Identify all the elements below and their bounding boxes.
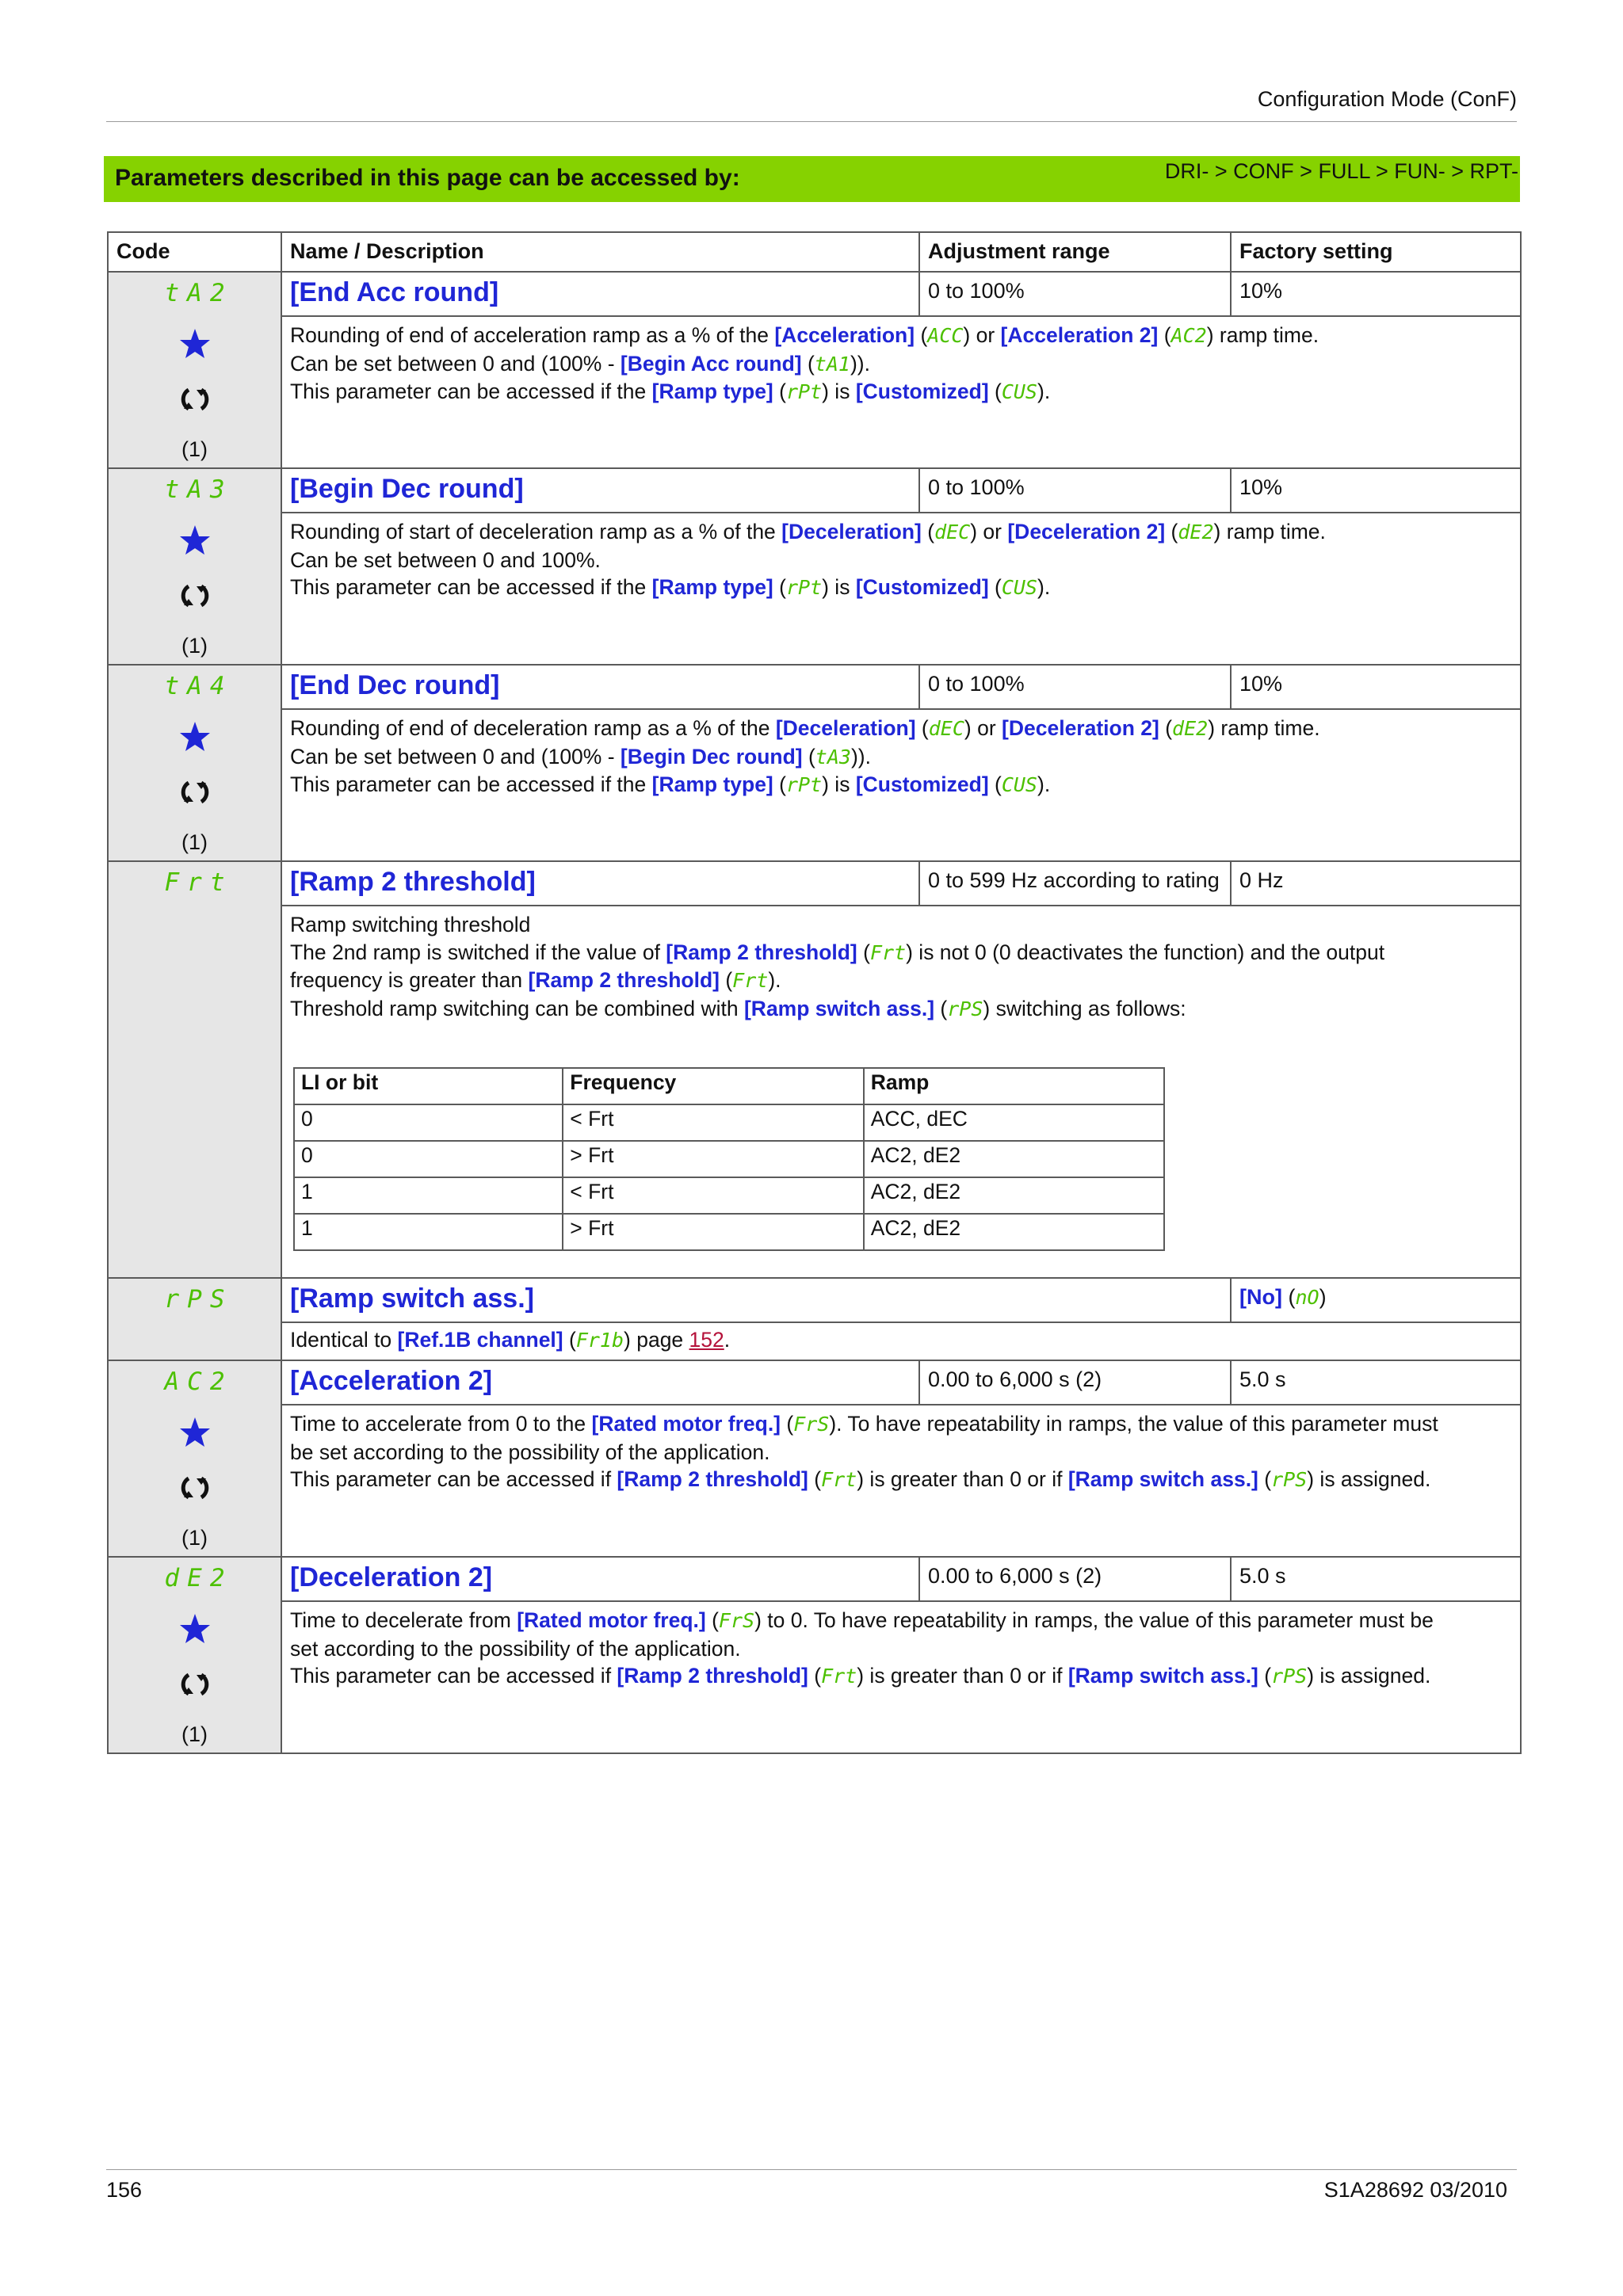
param-link: [Ramp type] xyxy=(651,575,773,599)
param-link: [Ramp switch ass.] xyxy=(1067,1664,1258,1688)
subtable-cell: AC2, dE2 xyxy=(864,1177,1164,1214)
param-link: [Acceleration 2] xyxy=(1000,323,1159,347)
table-row-desc xyxy=(108,906,1521,1278)
param-name-cell xyxy=(281,861,919,906)
param-name-cell xyxy=(281,272,919,316)
subtable-cell: 0 xyxy=(294,1141,563,1177)
param-description: Time to accelerate from 0 to the [Rated motor freq.] (FrS). To have repeatability in ramps, the value of this parameter must be set according to the possibility of the application. This parameter can be accessed if [Ramp 2 threshold] (Frt) is greater than 0 or if [Ramp switch ass.] (rPS) is assigned. xyxy=(281,1405,1521,1557)
param-link: [Customized] xyxy=(855,772,989,796)
subtable-row xyxy=(294,1214,1164,1250)
param-description: Ramp switching threshold The 2nd ramp is switched if the value of [Ramp 2 threshold] (Frt) is not 0 (0 deactivates the function) and the output frequency is greater than [Ramp 2 threshold] (Frt). Threshold ramp switching can be combined with [Ramp switch ass.] (rPS) switching as follows: LI or bit Frequency Ramp 0 < Frt ACC, dEC 0 > Frt AC2, dE2 1 < Frt AC2, dE2 1 > Frt AC2, dE2 xyxy=(281,906,1521,1278)
param-name: [Deceleration 2] xyxy=(290,1562,493,1592)
param-code: Frt xyxy=(164,868,233,897)
subtable-cell: 0 xyxy=(294,1104,563,1141)
param-name: [Begin Dec round] xyxy=(290,474,524,504)
factory-setting: 10% xyxy=(1231,665,1521,709)
running-change-icon xyxy=(109,383,281,423)
subtable-header-row xyxy=(294,1068,1164,1104)
page-link[interactable]: 152 xyxy=(689,1328,724,1352)
menu-path: DRI- > CONF > FULL > FUN- > RPT- xyxy=(1164,159,1518,183)
code-cell xyxy=(108,861,281,1278)
param-link: [Rated motor freq.] xyxy=(591,1412,781,1436)
subtable-header: Frequency xyxy=(563,1068,863,1104)
param-link: [Deceleration 2] xyxy=(1002,716,1159,740)
note-ref: (1) xyxy=(181,1722,208,1746)
star-icon xyxy=(109,721,281,762)
param-name-cell xyxy=(281,1360,919,1405)
code-cell xyxy=(108,1278,281,1360)
adjustment-range: 0.00 to 6,000 s (2) xyxy=(919,1360,1231,1405)
param-name: [Ramp 2 threshold] xyxy=(290,867,536,897)
param-link: [Ref.1B channel] xyxy=(397,1328,563,1352)
code-cell xyxy=(108,272,281,468)
star-icon xyxy=(109,1417,281,1458)
parameter-table xyxy=(107,231,1522,1754)
factory-setting: 5.0 s xyxy=(1231,1557,1521,1601)
param-name: [Ramp switch ass.] xyxy=(290,1283,534,1314)
adjustment-range: 0 to 100% xyxy=(919,468,1231,513)
param-name: [Acceleration 2] xyxy=(290,1366,493,1396)
col-header-code: Code xyxy=(108,232,281,272)
running-change-icon xyxy=(109,776,281,816)
subtable-header: Ramp xyxy=(864,1068,1164,1104)
header-divider xyxy=(106,121,1517,122)
adjustment-range: 0 to 599 Hz according to rating xyxy=(919,861,1231,906)
table-row xyxy=(108,272,1521,316)
param-link: [Customized] xyxy=(855,379,989,403)
param-link: [Ramp switch ass.] xyxy=(743,996,935,1020)
subtable-cell: 1 xyxy=(294,1177,563,1214)
param-description: Identical to [Ref.1B channel] (Fr1b) page 152. xyxy=(281,1322,1521,1360)
param-link: [Ramp switch ass.] xyxy=(1067,1467,1258,1491)
subtable-row xyxy=(294,1104,1164,1141)
param-description: Rounding of end of deceleration ramp as a % of the [Deceleration] (dEC) or [Deceleration 2] (dE2) ramp time. Can be set between 0 and (100% - [Begin Dec round] (tA3)). This parameter can be accessed if the [Ramp type] (rPt) is [Customized] (CUS). xyxy=(281,709,1521,861)
adjustment-range: 0 to 100% xyxy=(919,272,1231,316)
code-cell xyxy=(108,1360,281,1557)
code-cell xyxy=(108,468,281,665)
note-ref: (1) xyxy=(181,1526,208,1550)
subtable-cell: 1 xyxy=(294,1214,563,1250)
param-name-cell xyxy=(281,665,919,709)
table-row xyxy=(108,1360,1521,1405)
table-row-desc xyxy=(108,709,1521,861)
factory-setting: 5.0 s xyxy=(1231,1360,1521,1405)
subtable-cell: AC2, dE2 xyxy=(864,1214,1164,1250)
code-cell xyxy=(108,1557,281,1753)
note-ref: (1) xyxy=(181,634,208,658)
subtable-cell: < Frt xyxy=(563,1104,863,1141)
table-row xyxy=(108,1557,1521,1601)
page-header-title: Configuration Mode (ConF) xyxy=(1257,87,1517,111)
param-link: [Rated motor freq.] xyxy=(517,1608,706,1632)
param-description: Time to decelerate from [Rated motor freq.] (FrS) to 0. To have repeatability in ramps, the value of this parameter must be set according to the possibility of the application. This parameter can be accessed if [Ramp 2 threshold] (Frt) is greater than 0 or if [Ramp switch ass.] (rPS) is assigned. xyxy=(281,1601,1521,1753)
table-row-desc xyxy=(108,513,1521,665)
factory-setting: [No] (nO) xyxy=(1231,1278,1521,1322)
param-code: tA4 xyxy=(164,672,233,700)
param-link: [Deceleration] xyxy=(781,520,922,543)
param-link: [Ramp 2 threshold] xyxy=(617,1664,808,1688)
table-row-desc xyxy=(108,316,1521,468)
param-name-cell xyxy=(281,1278,1231,1322)
param-link: [Ramp 2 threshold] xyxy=(528,968,720,992)
table-header-row xyxy=(108,232,1521,272)
access-banner xyxy=(104,156,1520,202)
subtable-cell: < Frt xyxy=(563,1177,863,1214)
param-link: [Ramp 2 threshold] xyxy=(666,940,857,964)
subtable-header: LI or bit xyxy=(294,1068,563,1104)
param-code: dE2 xyxy=(164,1564,233,1592)
table-row-desc xyxy=(108,1405,1521,1557)
param-link: [Ramp 2 threshold] xyxy=(617,1467,808,1491)
param-link: [Deceleration 2] xyxy=(1007,520,1166,543)
param-link: [Ramp type] xyxy=(651,772,773,796)
running-change-icon xyxy=(109,1472,281,1512)
param-name: [End Dec round] xyxy=(290,670,500,700)
star-icon xyxy=(109,1613,281,1654)
factory-setting: 10% xyxy=(1231,272,1521,316)
subtable-row xyxy=(294,1177,1164,1214)
ramp-switching-table xyxy=(293,1067,1165,1251)
running-change-icon xyxy=(109,1669,281,1708)
factory-setting: 0 Hz xyxy=(1231,861,1521,906)
footer-divider xyxy=(106,2169,1517,2170)
document-reference: S1A28692 03/2010 xyxy=(1323,2178,1507,2202)
param-link: [Acceleration] xyxy=(774,323,915,347)
param-link: [Ramp type] xyxy=(651,379,773,403)
banner-title: Parameters described in this page can be accessed by: xyxy=(115,165,740,191)
table-row xyxy=(108,1278,1521,1322)
param-code: rPS xyxy=(164,1285,233,1314)
table-row xyxy=(108,665,1521,709)
param-link: [Begin Dec round] xyxy=(620,744,803,769)
table-row-desc xyxy=(108,1322,1521,1360)
code-cell xyxy=(108,665,281,861)
subtable-cell: AC2, dE2 xyxy=(864,1141,1164,1177)
factory-setting: 10% xyxy=(1231,468,1521,513)
col-header-name: Name / Description xyxy=(281,232,919,272)
table-row xyxy=(108,861,1521,906)
param-name-cell xyxy=(281,1557,919,1601)
note-ref: (1) xyxy=(181,830,208,854)
adjustment-range: 0 to 100% xyxy=(919,665,1231,709)
star-icon xyxy=(109,524,281,566)
param-name-cell xyxy=(281,468,919,513)
param-description: Rounding of start of deceleration ramp as a % of the [Deceleration] (dEC) or [Deceleration 2] (dE2) ramp time. Can be set between 0 and 100%. This parameter can be accessed if the [Ramp type] (rPt) is [Customized] (CUS). xyxy=(281,513,1521,665)
param-code: AC2 xyxy=(164,1367,233,1396)
subtable-cell: ACC, dEC xyxy=(864,1104,1164,1141)
param-description: Rounding of end of acceleration ramp as a % of the [Acceleration] (ACC) or [Acceleration 2] (AC2) ramp time. Can be set between 0 and (100% - [Begin Acc round] (tA1)). This parameter can be accessed if the [Ramp type] (rPt) is [Customized] (CUS). xyxy=(281,316,1521,468)
col-header-factory: Factory setting xyxy=(1231,232,1521,272)
param-link: [Begin Acc round] xyxy=(620,351,802,376)
param-link: [Customized] xyxy=(855,575,989,599)
col-header-range: Adjustment range xyxy=(919,232,1231,272)
subtable-cell: > Frt xyxy=(563,1214,863,1250)
param-link: [Deceleration] xyxy=(775,716,916,740)
param-code: tA2 xyxy=(164,279,233,307)
table-row xyxy=(108,468,1521,513)
note-ref: (1) xyxy=(181,437,208,461)
star-icon xyxy=(109,328,281,369)
adjustment-range: 0.00 to 6,000 s (2) xyxy=(919,1557,1231,1601)
subtable-cell: > Frt xyxy=(563,1141,863,1177)
param-name: [End Acc round] xyxy=(290,277,499,307)
page-number: 156 xyxy=(106,2178,143,2202)
param-code: tA3 xyxy=(164,475,233,504)
running-change-icon xyxy=(109,580,281,620)
table-row-desc xyxy=(108,1601,1521,1753)
subtable-row xyxy=(294,1141,1164,1177)
